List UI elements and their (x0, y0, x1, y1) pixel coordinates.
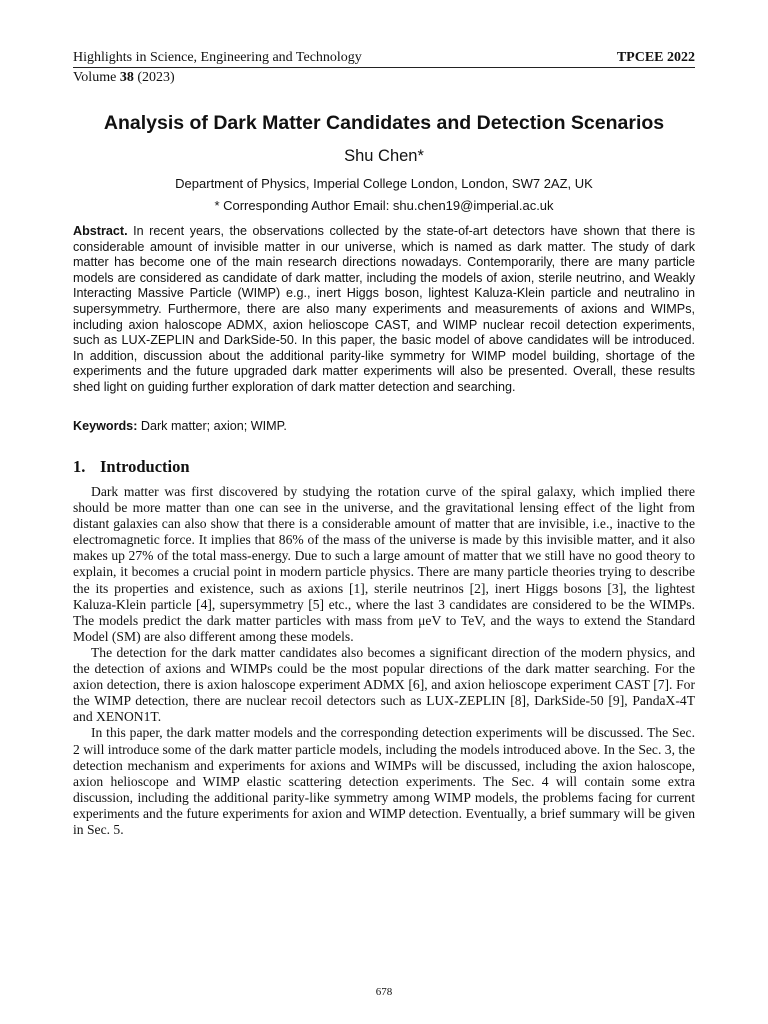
body-paragraph: In this paper, the dark matter models and the corresponding detection experiments will be discussed. The Sec. 2 will introduce some of the dark matter particle models, including the models introduced above. In the Sec. 3, the detection mechanism and experiments for axions and WIMPs will be discussed, including the axion haloscope, axion helioscope and WIMP elastic scattering detection experiments. The Sec. 4 will contain some extra discussion, including the additional parity-like symmetry among WIMP models, the problems facing for current experiments and the future experiments for axion and WIMP detection. Eventually, a brief summary will be given in Sec. 5. (73, 725, 695, 837)
volume-number: 38 (119, 70, 134, 85)
running-header (73, 50, 695, 68)
body-paragraph: The detection for the dark matter candidates also becomes a significant direction of the modern physics, and the detection of axions and WIMPs could be the most popular directions of the dark matter searching. For the axion detection, there is axion haloscope experiment ADMX [6], and axion helioscope experiment CAST [7]. For the WIMP detection, there are nuclear recoil detectors such as LUX-ZEPLIN [8], DarkSide-50 [9], PandaX-4T and XENON1T. (73, 644, 695, 725)
conference-name: TPCEE 2022 (616, 50, 695, 65)
corresponding-email: * Corresponding Author Email: shu.chen19@imperial.ac.uk (214, 198, 554, 213)
author-name: Shu Chen* (344, 147, 424, 165)
volume-line (73, 70, 695, 86)
author-affiliation: Department of Physics, Imperial College London, London, SW7 2AZ, UK (175, 176, 593, 191)
keywords-text: Dark matter; axion; WIMP. (137, 419, 287, 433)
volume-prefix: Volume (73, 70, 120, 85)
section-title: Introduction (100, 457, 190, 476)
body-paragraph: Dark matter was first discovered by studying the rotation curve of the spiral galaxy, which implied there should be more matter than one can see in the universe, and the gravitational lensing effect of the light from distant galaxies can also show that there is a considerable amount of matter that are invisible, i.e., inactive to the electromagnetic force. It implies that 86% of the mass of the universe is made by this invisible matter, and it also makes up 27% of the total mass-energy. Due to such a large amount of matter that we still have no good theory to explain, it becomes a crucial point in modern particle physics. There are many particle theories trying to describe the its properties and existence, such as axions [1], sterile neutrinos [2], inert Higgs bosons [3], the lightest Kaluza-Klein particle [4], supersymmetry [5] etc., where the last 3 candidates are considered to be the WIMPs. The models predict the dark matter particles with mass from μeV to TeV, and the ways to extend the Standard Model (SM) are also different among these models. (73, 484, 695, 644)
abstract-label: Abstract. (73, 224, 128, 238)
volume-year: (2023) (133, 70, 175, 85)
journal-name: Highlights in Science, Engineering and Technology (73, 50, 362, 65)
keywords (73, 419, 695, 433)
section-body (73, 484, 695, 838)
paper-title: Analysis of Dark Matter Candidates and Detection Scenarios (103, 112, 665, 134)
section-number: 1. (73, 457, 86, 476)
paper-page (73, 50, 695, 837)
page-number: 678 (375, 986, 393, 998)
abstract (73, 224, 695, 396)
keywords-label: Keywords: (73, 419, 138, 433)
section-heading (73, 457, 190, 477)
abstract-text: In recent years, the observations collected by the state-of-art detectors have shown that there is considerable amount of invisible matter in our universe, which is named as dark matter. The study of dark matter has become one of the main research directions nowadays. Contemporarily, there are many particle models are considered as candidate of dark matter, including the models of axion, sterile neutrino, and Weakly Interacting Massive Particle (WIMP) e.g., inert Higgs boson, lightest Kaluza-Klein particle and neutralino in supersymmetry. Furthermore, there are also many experiments and measurements of axions and WIMPs, including axion haloscope ADMX, axion helioscope CAST, and WIMP nuclear recoil detection experiments, such as LUX-ZEPLIN and DarkSide-50. In this paper, the basic model of above candidates will be introduced. In addition, discussion about the additional parity-like symmetry for WIMP model building, shortage of the experiments and the future upgraded dark matter experiments will also be presented. Overall, these results shed light on guiding further exploration of dark matter detection and searching. (73, 224, 695, 394)
